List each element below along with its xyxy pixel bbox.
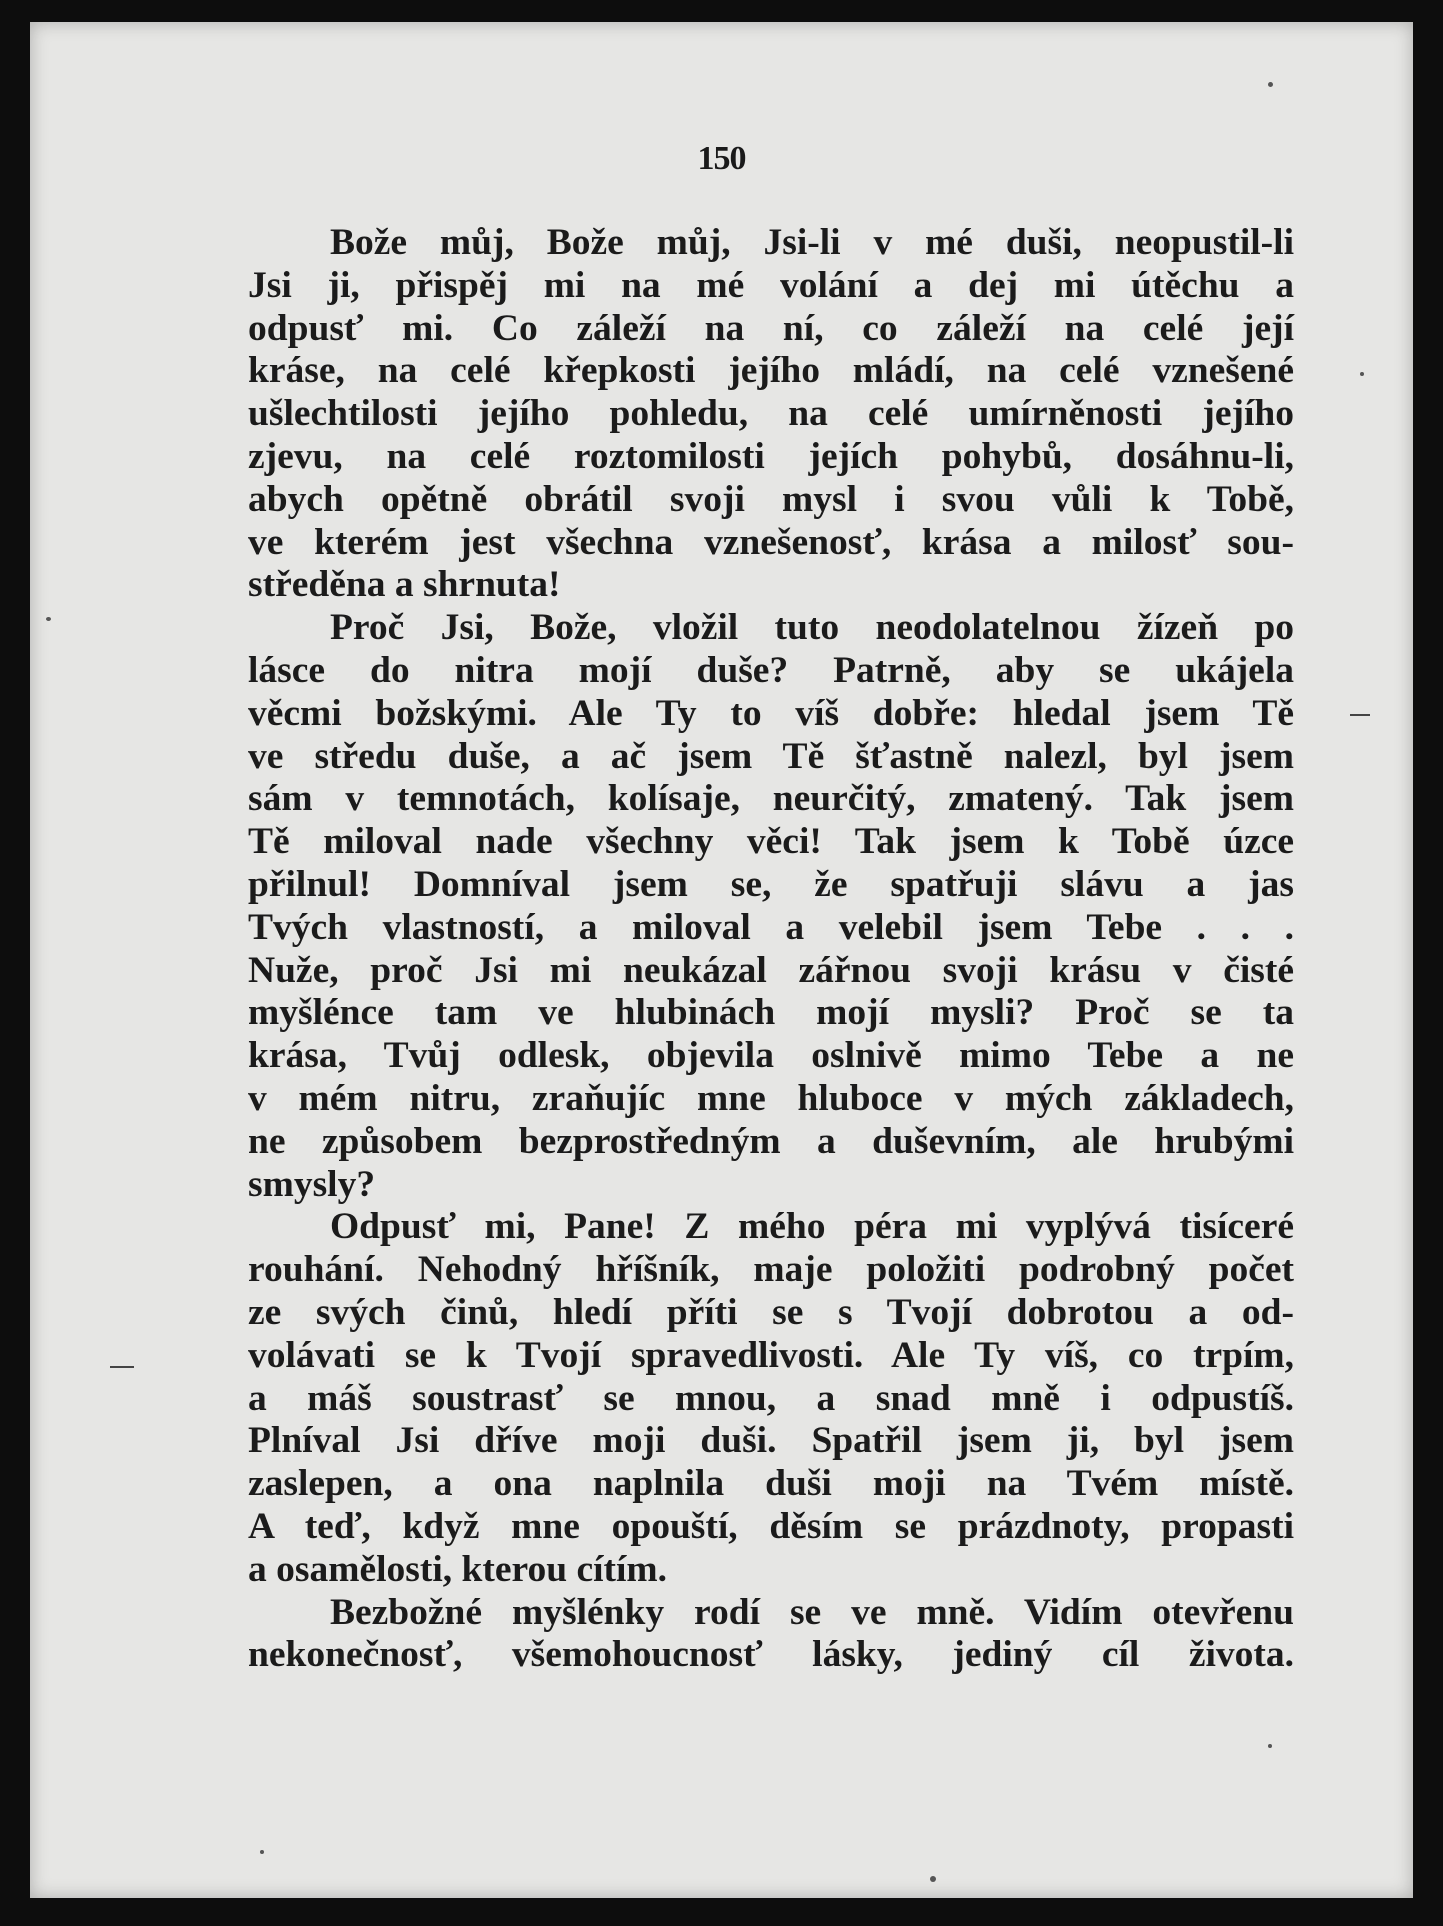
- text-line: ve středu duše, a ač jsem Tě šťastně nalezl, byl jsem: [248, 735, 1294, 777]
- text-line: ne způsobem bezprostředným a duševním, ale hrubými: [248, 1120, 1294, 1162]
- scan-mark: [110, 1366, 134, 1368]
- text-line: smysly?: [248, 1163, 376, 1205]
- text-line: krása, Tvůj odlesk, objevila oslnivě mimo Tebe a ne: [248, 1035, 1294, 1077]
- paragraph-4: [248, 1592, 1294, 1678]
- text-line: volávati se k Tvojí spravedlivosti. Ale Ty víš, co trpím,: [248, 1334, 1294, 1376]
- scan-speck: [930, 1876, 936, 1882]
- scan-speck: [46, 617, 51, 621]
- text-line: Tě miloval nade všechny věci! Tak jsem k Tobě úzce: [248, 821, 1294, 863]
- text-line: kráse, na celé křepkosti jejího mládí, na celé vznešené: [248, 350, 1294, 392]
- scan-mark: [1350, 714, 1370, 716]
- text-line: věcmi božskými. Ale Ty to víš dobře: hledal jsem Tě: [248, 692, 1294, 734]
- text-line: A teď, když mne opouští, děsím se prázdnoty, propasti: [248, 1505, 1294, 1547]
- text-line: Nuže, proč Jsi mi neukázal zářnou svoji krásu v čisté: [248, 949, 1294, 991]
- text-line: Plníval Jsi dříve moji duši. Spatřil jsem ji, byl jsem: [248, 1420, 1294, 1462]
- text-line: sám v temnotách, kolísaje, neurčitý, zmatený. Tak jsem: [248, 778, 1294, 820]
- text-line: nekonečnosť, všemohoucnosť lásky, jediný cíl života.: [248, 1634, 1294, 1676]
- scan-speck: [1268, 1744, 1272, 1748]
- text-line: zaslepen, a ona naplnila duši moji na Tvém místě.: [248, 1463, 1294, 1505]
- text-line: Jsi ji, přispěj mi na mé volání a dej mi útěchu a: [248, 264, 1294, 306]
- text-line: ušlechtilosti jejího pohledu, na celé umírněnosti jejího: [248, 393, 1294, 435]
- paragraph-1: [248, 222, 1294, 607]
- text-line: lásce do nitra mojí duše? Patrně, aby se ukájela: [248, 649, 1294, 691]
- text-line: a máš soustrasť se mnou, a snad mně i odpustíš.: [248, 1377, 1294, 1419]
- text-line: v mém nitru, zraňujíc mne hluboce v mých základech,: [248, 1077, 1294, 1119]
- text-line: ze svých činů, hledí příti se s Tvojí dobrotou a od-: [248, 1291, 1294, 1333]
- scan-speck: [260, 1850, 264, 1854]
- text-line: ve kterém jest všechna vznešenosť, krása a milosť sou-: [248, 521, 1294, 563]
- text-line: Odpusť mi, Pane! Z mého péra mi vyplývá tisíceré: [330, 1206, 1294, 1248]
- text-line: Proč Jsi, Bože, vložil tuto neodolatelnou žízeň po: [330, 607, 1294, 649]
- scan-speck: [1360, 372, 1364, 376]
- text-line: myšlénce tam ve hlubinách mojí mysli? Proč se ta: [248, 992, 1294, 1034]
- text-line: zjevu, na celé roztomilosti jejích pohybů, dosáhnu-li,: [248, 435, 1294, 477]
- paragraph-2: [248, 607, 1294, 1206]
- text-line: a osamělosti, kterou cítím.: [248, 1548, 668, 1590]
- text-line: rouhání. Nehodný hříšník, maje položiti podrobný počet: [248, 1249, 1294, 1291]
- text-line: přilnul! Domníval jsem se, že spatřuji slávu a jas: [248, 863, 1294, 905]
- text-line: Bezbožné myšlénky rodí se ve mně. Vidím otevřenu: [330, 1591, 1294, 1633]
- book-page: [30, 22, 1413, 1898]
- text-line: středěna a shrnuta!: [248, 564, 561, 606]
- paragraph-3: [248, 1206, 1294, 1591]
- page-number: 150: [697, 140, 746, 177]
- body-text: [248, 222, 1294, 1677]
- text-line: Bože můj, Bože můj, Jsi-li v mé duši, neopustil-li: [330, 222, 1294, 263]
- text-line: odpusť mi. Co záleží na ní, co záleží na celé její: [248, 307, 1294, 349]
- text-line: Tvých vlastností, a miloval a velebil jsem Tebe . . .: [248, 906, 1294, 948]
- text-line: abych opětně obrátil svoji mysl i svou vůli k Tobě,: [248, 478, 1294, 520]
- scan-speck: [1268, 82, 1273, 87]
